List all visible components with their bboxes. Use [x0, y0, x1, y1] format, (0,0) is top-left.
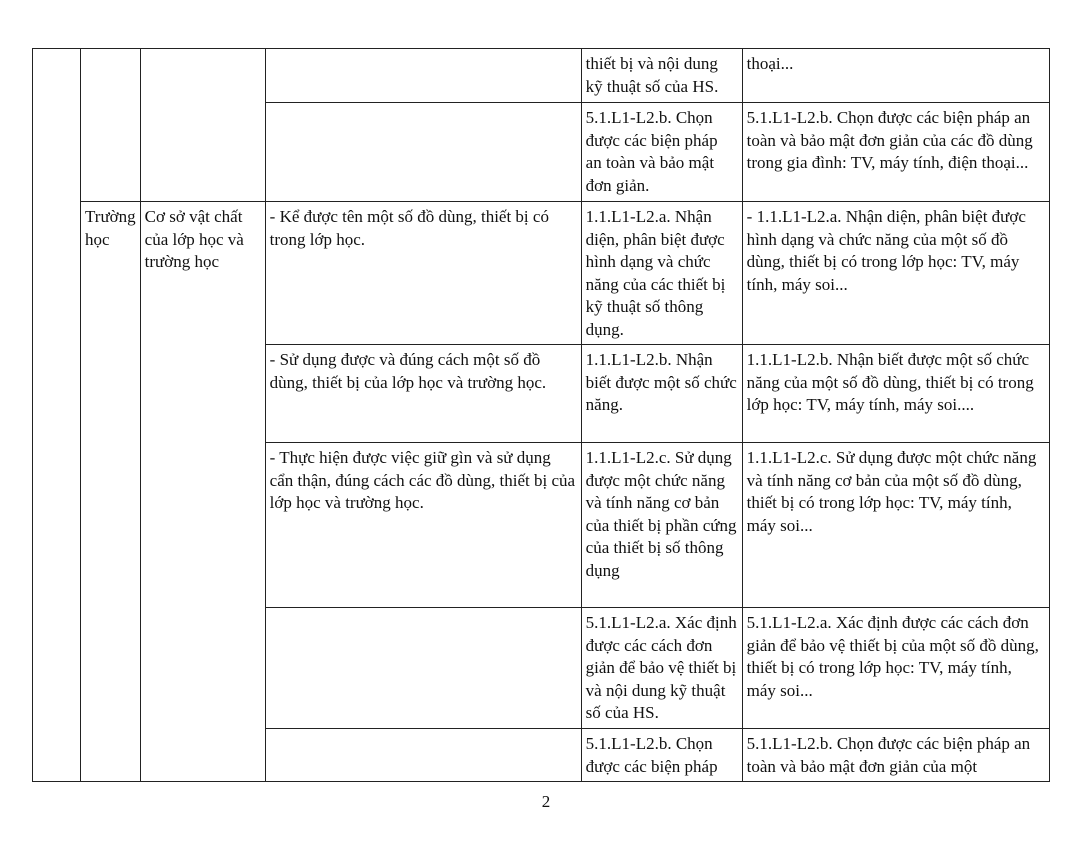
topic-cell: Cơ sở vật chất của lớp học và trường học — [140, 202, 265, 782]
requirement-cell: - Sử dụng được và đúng cách một số đồ dùng, thiết bị của lớp học và trường học. — [265, 345, 581, 443]
requirement-cell: - Thực hiện được việc giữ gìn và sử dụng cẩn thận, đúng cách các đồ dùng, thiết bị của lớp học và trường học. — [265, 443, 581, 608]
requirement-cell: - Kể được tên một số đồ dùng, thiết bị có trong lớp học. — [265, 202, 581, 345]
competency-code-cell: 1.1.L1-L2.b. Nhận biết được một số chức năng. — [581, 345, 742, 443]
competency-description-cell: - 1.1.L1-L2.a. Nhận diện, phân biệt được hình dạng và chức năng của một số đồ dùng, thiết bị có trong lớp học: TV, máy tính, máy soi... — [742, 202, 1049, 345]
competency-description-cell: 1.1.L1-L2.b. Nhận biết được một số chức năng của một số đồ dùng, thiết bị có trong lớp học: TV, máy tính, máy soi.... — [742, 345, 1049, 443]
competency-description-cell: 1.1.L1-L2.c. Sử dụng được một chức năng và tính năng cơ bản của một số đồ dùng, thiết bị có trong lớp học: TV, máy tính, máy soi... — [742, 443, 1049, 608]
table-row — [33, 202, 1050, 345]
curriculum-table — [32, 48, 1050, 782]
page-number: 2 — [541, 792, 551, 811]
competency-code-cell: 5.1.L1-L2.b. Chọn được các biện pháp — [581, 729, 742, 782]
theme-cell: Trường học — [81, 202, 141, 782]
table-row — [33, 49, 1050, 103]
competency-code-cell: 5.1.L1-L2.b. Chọn được các biện pháp an toàn và bảo mật đơn giản. — [581, 103, 742, 202]
theme-cell — [81, 49, 141, 202]
requirement-cell — [265, 49, 581, 103]
competency-code-cell: thiết bị và nội dung kỹ thuật số của HS. — [581, 49, 742, 103]
competency-description-cell: 5.1.L1-L2.a. Xác định được các cách đơn giản để bảo vệ thiết bị của một số đồ dùng, thiết bị có trong lớp học: TV, máy tính, máy soi... — [742, 608, 1049, 729]
competency-code-cell: 5.1.L1-L2.a. Xác định được các cách đơn giản để bảo vệ thiết bị và nội dung kỹ thuật số của HS. — [581, 608, 742, 729]
topic-cell — [140, 49, 265, 202]
competency-code-cell: 1.1.L1-L2.a. Nhận diện, phân biệt được hình dạng và chức năng của các thiết bị kỹ thuật số thông dụng. — [581, 202, 742, 345]
competency-description-cell: thoại... — [742, 49, 1049, 103]
competency-description-cell: 5.1.L1-L2.b. Chọn được các biện pháp an toàn và bảo mật đơn giản của các đồ dùng trong gia đình: TV, máy tính, điện thoại... — [742, 103, 1049, 202]
competency-description-cell: 5.1.L1-L2.b. Chọn được các biện pháp an toàn và bảo mật đơn giản của một — [742, 729, 1049, 782]
requirement-cell — [265, 103, 581, 202]
competency-code-cell: 1.1.L1-L2.c. Sử dụng được một chức năng và tính năng cơ bản của thiết bị phần cứng của thiết bị số thông dụng — [581, 443, 742, 608]
requirement-cell — [265, 608, 581, 729]
index-cell — [33, 49, 81, 782]
requirement-cell — [265, 729, 581, 782]
